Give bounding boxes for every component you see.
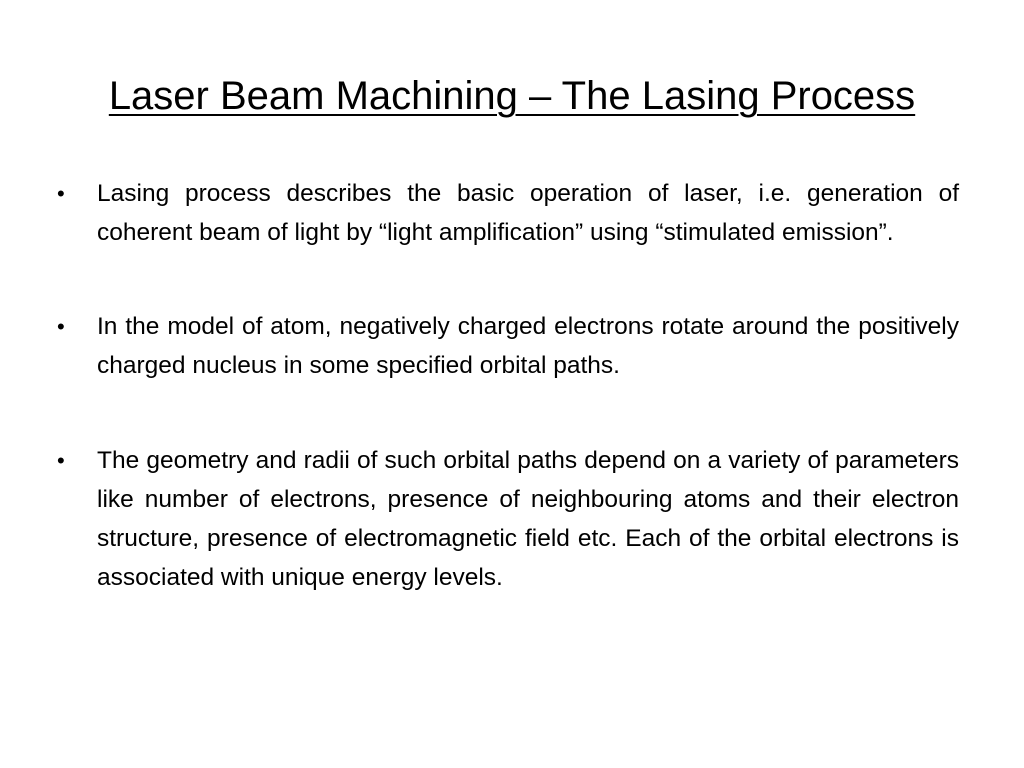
bullet-item-3	[55, 441, 959, 597]
bullet-icon: •	[57, 314, 65, 339]
slide-title: Laser Beam Machining – The Lasing Process	[108, 74, 916, 118]
bullet-text: In the model of atom, negatively charged electrons rotate around the positively charged nucleus in some specified orbital paths.	[97, 313, 959, 379]
bullet-icon: •	[57, 181, 65, 206]
bullet-list	[55, 174, 959, 652]
bullet-text: The geometry and radii of such orbital paths depend on a variety of parameters like number of electrons, presence of neighbouring atoms and their electron structure, presence of electromagnetic field etc. Each of the orbital electrons is associated with unique energy levels.	[97, 447, 959, 591]
bullet-icon: •	[57, 448, 65, 473]
bullet-item-1	[55, 174, 959, 252]
bullet-text: Lasing process describes the basic operation of laser, i.e. generation of coherent beam of light by “light amplification” using “stimulated emission”.	[97, 180, 959, 246]
bullet-item-2	[55, 307, 959, 385]
